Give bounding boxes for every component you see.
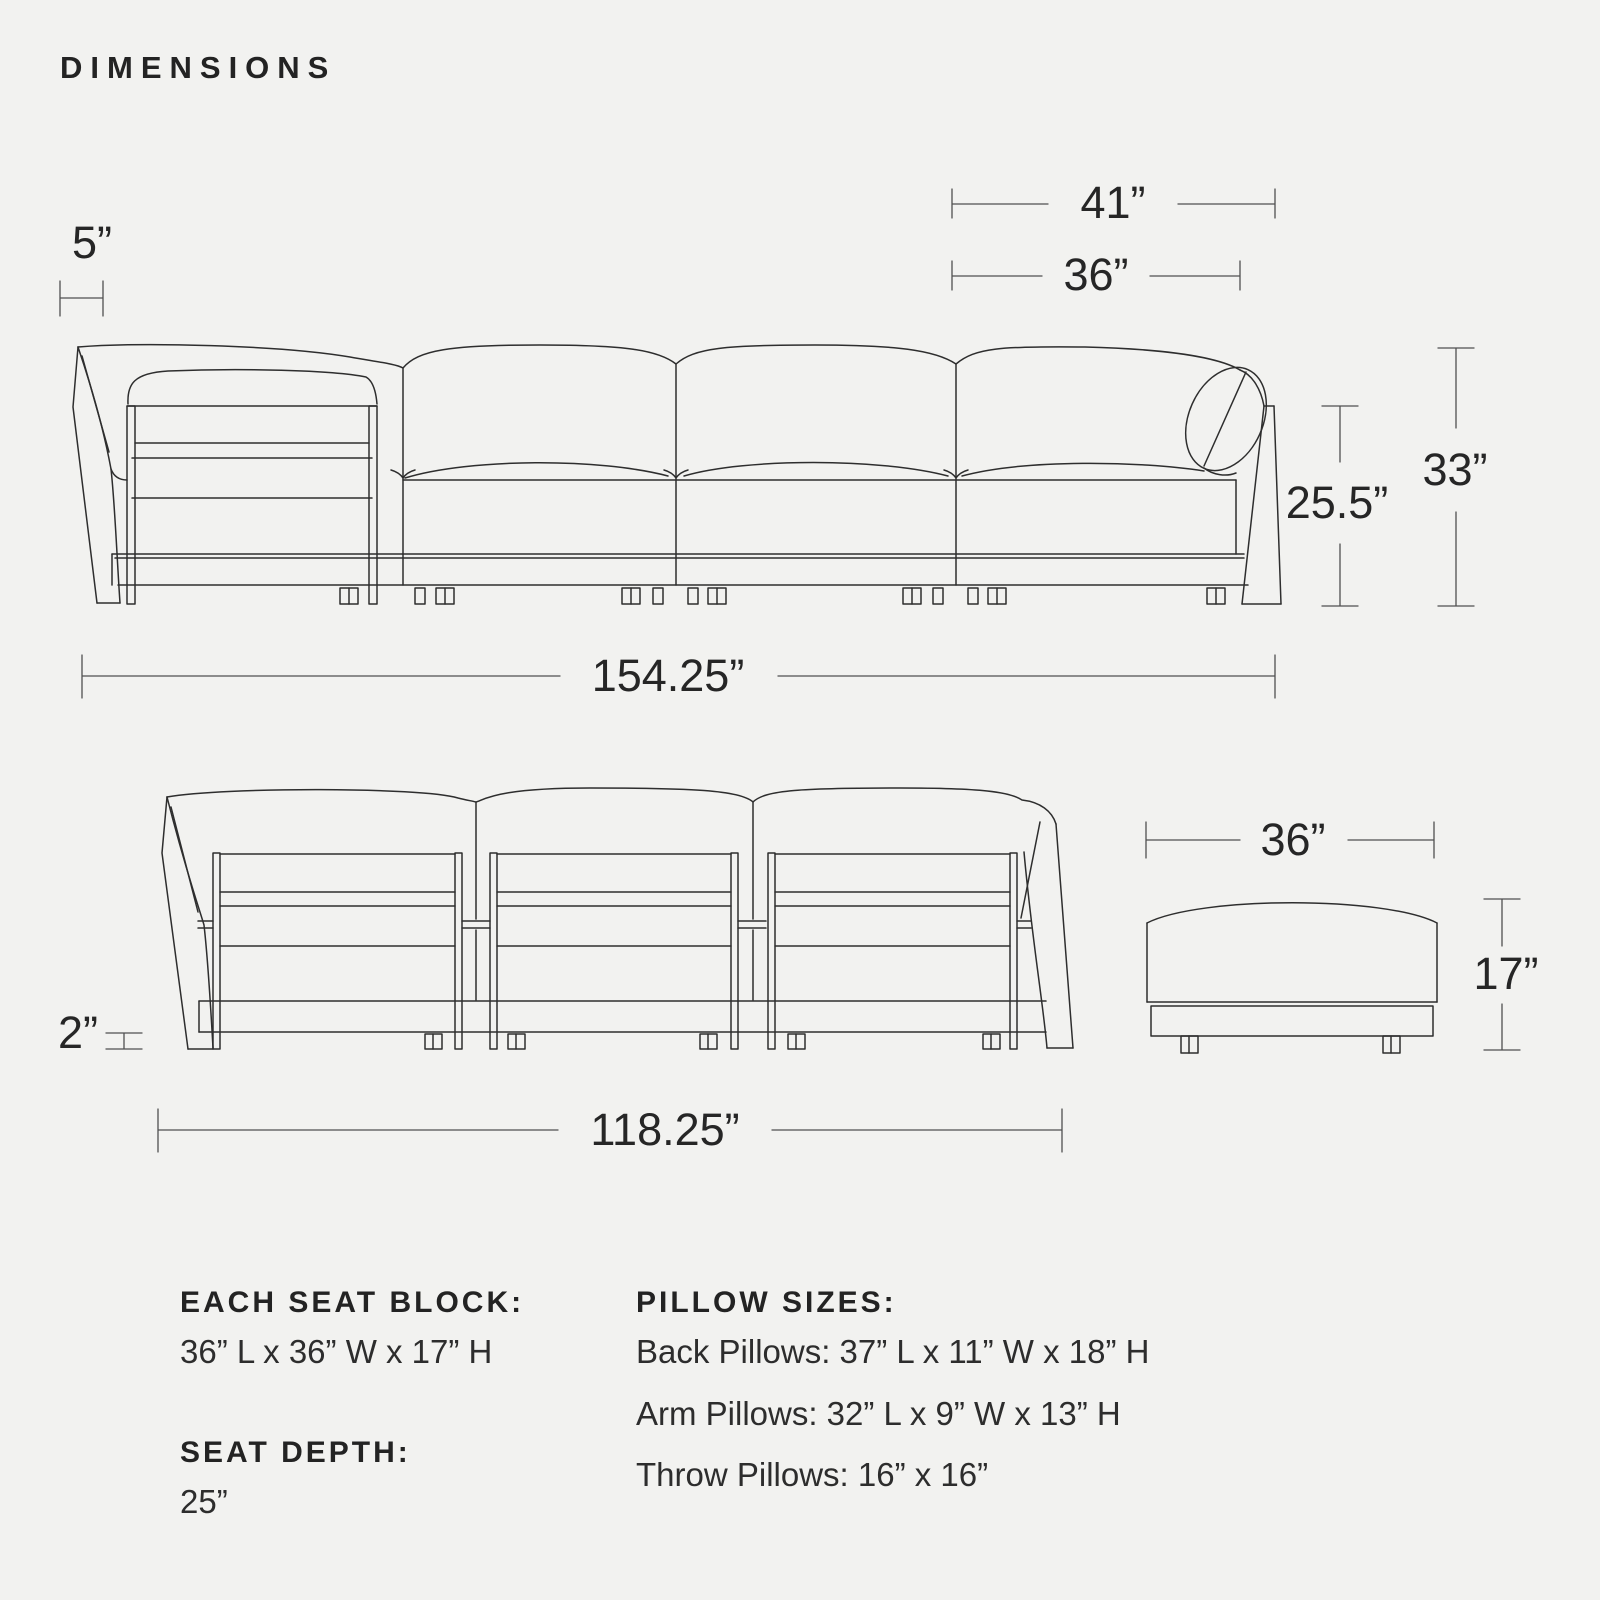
front-view-drawing [73, 345, 1282, 604]
seat-depth-heading: SEAT DEPTH: [180, 1436, 411, 1469]
back-right-arm [1017, 822, 1073, 1048]
back-base [199, 1001, 1046, 1032]
pillow-size-arm: Arm Pillows: 32” L x 9” W x 13” H [636, 1395, 1121, 1432]
back-cushion-top [167, 788, 1056, 824]
dim-label-seat-width: 36” [1063, 249, 1129, 300]
pillow-size-back: Back Pillows: 37” L x 11” W x 18” H [636, 1333, 1150, 1370]
back-left-arm [162, 797, 213, 1049]
front-base [112, 554, 1248, 585]
front-back-cushion-top [78, 345, 1240, 370]
dim-label-total-height: 33” [1422, 444, 1488, 495]
ottoman-legs [1181, 1036, 1400, 1053]
dim-label-back-width: 118.25” [590, 1104, 740, 1155]
front-corner-frame-panel [127, 370, 377, 604]
front-legs [340, 588, 1225, 604]
page-title: DIMENSIONS [60, 50, 337, 85]
back-frame-stiles [213, 853, 1017, 1049]
back-frame-rails [220, 854, 1010, 946]
dimension-lines [57, 189, 1520, 1152]
back-view-drawing [162, 788, 1073, 1049]
front-module-junctions [391, 364, 968, 585]
back-module-junctions [462, 802, 766, 1000]
dim-line-arm-width [60, 281, 103, 316]
dim-label-leg-height: 2” [57, 1007, 99, 1058]
dim-label-ottoman-width: 36” [1260, 814, 1326, 865]
seat-depth-value: 25” [180, 1483, 228, 1520]
seat-block-heading: EACH SEAT BLOCK: [180, 1286, 525, 1319]
front-left-arm [73, 347, 127, 603]
front-seat [403, 463, 1236, 555]
front-right-arm [1240, 370, 1281, 604]
ottoman-drawing [1147, 903, 1437, 1053]
dim-label-back-height: 25.5” [1285, 477, 1389, 528]
dim-label-ottoman-height: 17” [1473, 948, 1539, 999]
pillow-sizes-heading: PILLOW SIZES: [636, 1286, 897, 1319]
pillow-size-throw: Throw Pillows: 16” x 16” [636, 1456, 989, 1493]
front-bolster-pillow [1170, 355, 1282, 484]
dim-label-seat-plus-arm: 41” [1080, 177, 1146, 228]
dim-label-arm-width: 5” [71, 217, 113, 268]
dim-label-total-width: 154.25” [591, 650, 745, 701]
back-legs [425, 1034, 1000, 1049]
dim-line-leg-height [106, 1033, 142, 1049]
seat-block-value: 36” L x 36” W x 17” H [180, 1333, 493, 1370]
